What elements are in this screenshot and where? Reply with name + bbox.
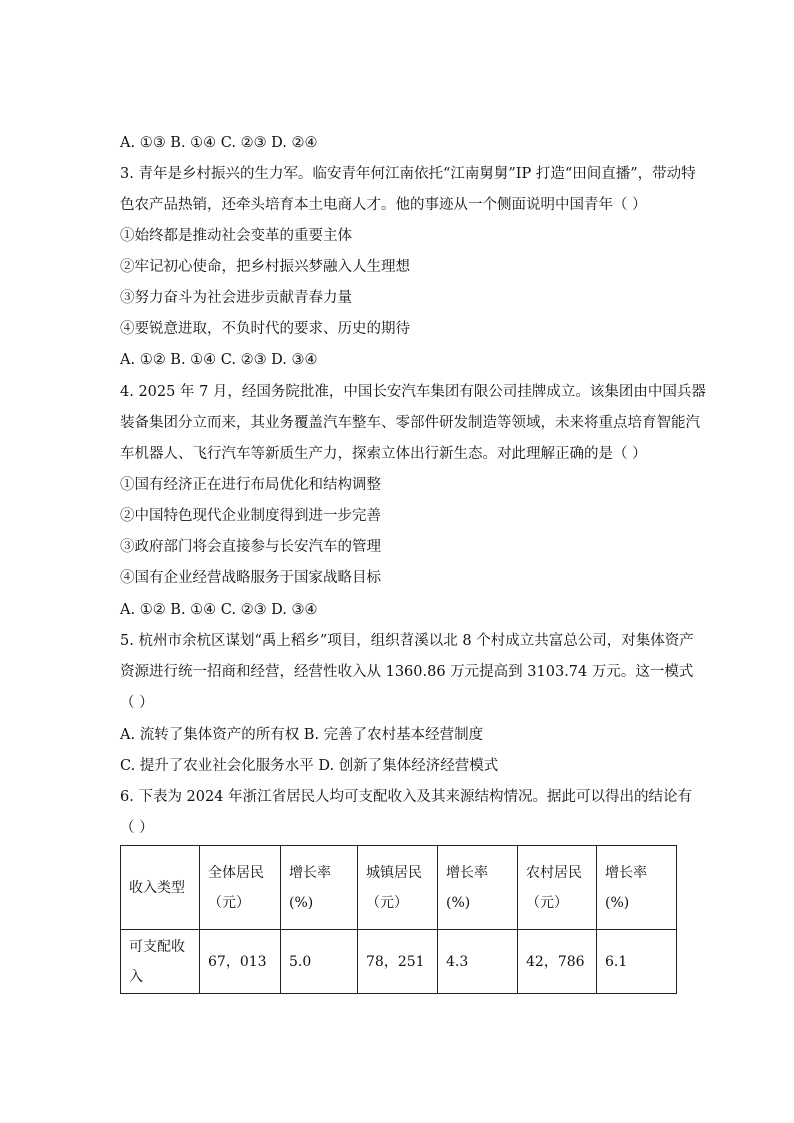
q3-statement-2: ②牢记初心使命，把乡村振兴梦融入人生理想: [120, 259, 410, 275]
q4-statement-2: ②中国特色现代企业制度得到进一步完善: [120, 508, 381, 524]
table-header-cell: 农村居民（元）: [518, 846, 597, 930]
q5-options-ab: A. 流转了集体资产的所有权 B. 完善了农村基本经营制度: [120, 727, 484, 743]
table-header-cell: 全体居民（元）: [200, 846, 281, 930]
q4-statement-3: ③政府部门将会直接参与长安汽车的管理: [120, 539, 381, 555]
q3-statement-1: ①始终都是推动社会变革的重要主体: [120, 228, 352, 244]
q2-options: A. ①③ B. ①④ C. ②③ D. ②④: [120, 135, 318, 151]
q6-stem-line-2: （ ）: [120, 820, 154, 836]
table-header-cell: 城镇居民（元）: [358, 846, 438, 930]
q3-statement-3: ③努力奋斗为社会进步贡献青春力量: [120, 290, 352, 306]
table-header-cell: 增长率(%): [438, 846, 518, 930]
table-header-cell: 增长率(%): [281, 846, 358, 930]
q4-stem-line-1: 4. 2025 年 7 月，经国务院批准，中国长安汽车集团有限公司挂牌成立。该集团由中国兵器: [120, 384, 706, 400]
table-header-cell: 收入类型: [121, 846, 200, 930]
q6-stem-line-1: 6. 下表为 2024 年浙江省居民人均可支配收入及其来源结构情况。据此可以得出的结论有: [120, 789, 693, 805]
table-cell: 可支配收入: [121, 930, 200, 994]
q4-stem-line-3: 车机器人、飞行汽车等新质生产力，探索立体出行新生态。对此理解正确的是（ ）: [120, 446, 647, 462]
q5-options-cd: C. 提升了农业社会化服务水平 D. 创新了集体经济经营模式: [120, 758, 499, 774]
table-header-row: [121, 846, 677, 930]
table-cell: 42，786: [518, 930, 597, 994]
q4-options: A. ①② B. ①④ C. ②③ D. ③④: [120, 602, 318, 618]
table-row: [121, 930, 677, 994]
q4-statement-4: ④国有企业经营战略服务于国家战略目标: [120, 570, 381, 586]
q5-stem-line-2: 资源进行统一招商和经营，经营性收入从 1360.86 万元提高到 3103.74 万元。这一模式: [120, 664, 694, 680]
q3-stem-line-1: 3. 青年是乡村振兴的生力军。临安青年何江南依托“江南舅舅”IP 打造“田间直播”，带动特: [120, 166, 696, 182]
table-cell: 78，251: [358, 930, 438, 994]
income-table: [120, 845, 677, 994]
table-cell: 6.1: [597, 930, 677, 994]
q3-options: A. ①② B. ①④ C. ②③ D. ③④: [120, 352, 318, 368]
q4-statement-1: ①国有经济正在进行布局优化和结构调整: [120, 477, 381, 493]
q5-stem-line-3: （ ）: [120, 695, 154, 711]
q3-statement-4: ④要锐意进取，不负时代的要求、历史的期待: [120, 321, 410, 337]
table-header-cell: 增长率(%): [597, 846, 677, 930]
q4-stem-line-2: 装备集团分立而来，其业务覆盖汽车整车、零部件研发制造等领域，未来将重点培育智能汽: [120, 415, 700, 431]
table-cell: 67，013: [200, 930, 281, 994]
q3-stem-line-2: 色农产品热销，还牵头培育本土电商人才。他的事迹从一个侧面说明中国青年（ ）: [120, 197, 647, 213]
table-cell: 4.3: [438, 930, 518, 994]
q5-stem-line-1: 5. 杭州市余杭区谋划“禹上稻乡”项目，组织苕溪以北 8 个村成立共富总公司，对集体资产: [120, 633, 694, 649]
table-cell: 5.0: [281, 930, 358, 994]
